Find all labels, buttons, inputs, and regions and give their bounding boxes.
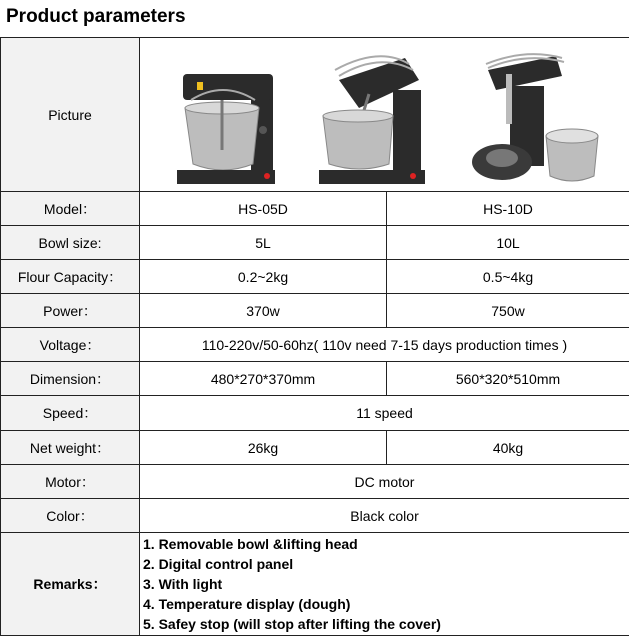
mixer-hs-05d-image <box>163 60 283 190</box>
flour-capacity-label: Flour Capacity： <box>1 260 140 294</box>
voltage-label: Voltage： <box>1 328 140 362</box>
power-label: Power： <box>1 294 140 328</box>
page-title: Product parameters <box>6 6 186 27</box>
speed-row <box>1 396 629 431</box>
bowl-size-label: Bowl size: <box>1 226 140 260</box>
remark-item: 2. Digital control panel <box>143 556 294 572</box>
picture-label: Picture <box>1 38 140 192</box>
flour-capacity-b: 0.5~4kg <box>387 260 629 294</box>
speed-label: Speed： <box>1 396 140 431</box>
voltage-row <box>1 328 629 362</box>
remark-item: 1. Removable bowl &lifting head <box>143 536 358 552</box>
remark-item: 4. Temperature display (dough) <box>143 596 351 612</box>
model-label: Model： <box>1 192 140 226</box>
voltage-value: 110-220v/50-60hz( 110v need 7-15 days production times ) <box>140 328 629 362</box>
power-b: 750w <box>387 294 629 328</box>
product-pictures <box>140 38 629 192</box>
flour-capacity-row <box>1 260 629 294</box>
remarks-list <box>140 533 629 636</box>
speed-value: 11 speed <box>140 396 629 431</box>
picture-row <box>1 38 629 192</box>
mixer-hs-10d-image <box>309 50 439 190</box>
motor-label: Motor： <box>1 465 140 499</box>
remarks-row <box>1 533 629 636</box>
net-weight-b: 40kg <box>387 431 629 465</box>
motor-value: DC motor <box>140 465 629 499</box>
color-value: Black color <box>140 499 629 533</box>
dimension-a: 480*270*370mm <box>140 362 387 396</box>
color-label: Color： <box>1 499 140 533</box>
motor-row <box>1 465 629 499</box>
color-row <box>1 499 629 533</box>
power-a: 370w <box>140 294 387 328</box>
remark-item: 3. With light <box>143 576 223 592</box>
mixer-disassembled-image <box>466 50 606 190</box>
flour-capacity-a: 0.2~2kg <box>140 260 387 294</box>
model-a: HS-05D <box>140 192 387 226</box>
remark-item: 5. Safey stop (will stop after lifting the cover) <box>143 616 441 632</box>
net-weight-a: 26kg <box>140 431 387 465</box>
net-weight-row <box>1 431 629 465</box>
bowl-size-b: 10L <box>387 226 629 260</box>
model-row <box>1 192 629 226</box>
remarks-label: Remarks： <box>1 533 140 636</box>
bowl-size-row <box>1 226 629 260</box>
model-b: HS-10D <box>387 192 629 226</box>
dimension-b: 560*320*510mm <box>387 362 629 396</box>
net-weight-label: Net weight： <box>1 431 140 465</box>
bowl-size-a: 5L <box>140 226 387 260</box>
power-row <box>1 294 629 328</box>
dimension-row <box>1 362 629 396</box>
product-parameters-table <box>0 37 629 636</box>
dimension-label: Dimension： <box>1 362 140 396</box>
